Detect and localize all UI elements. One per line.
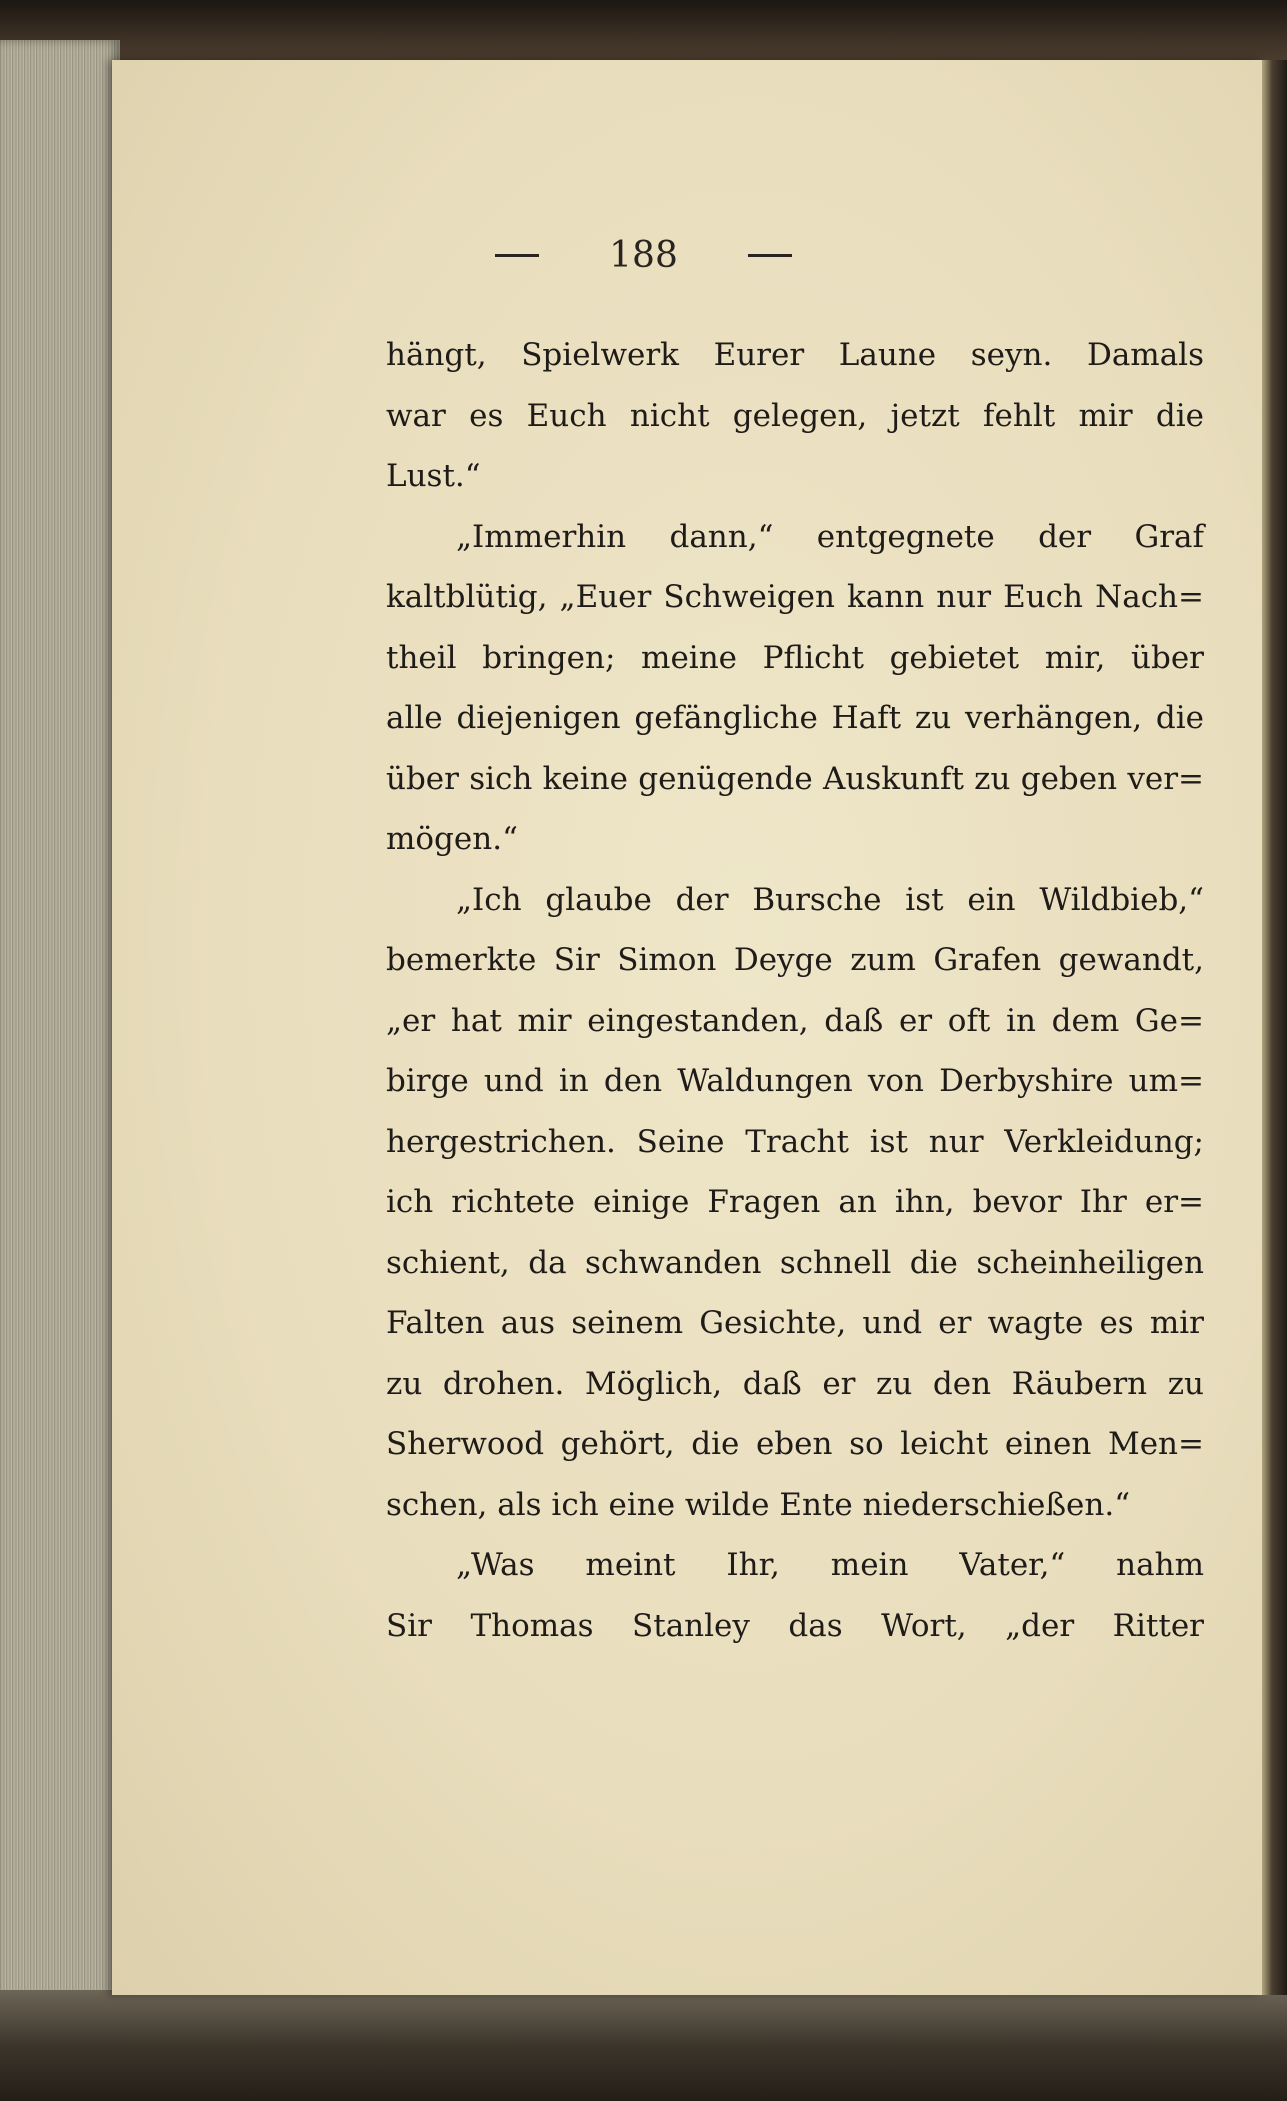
- text-line: zu drohen. Möglich, daß er zu den Räubern zu: [386, 1365, 1204, 1402]
- text-line: bemerkte Sir Simon Deyge zum Grafen gewandt,: [386, 942, 1204, 978]
- text-line: „Ich glaube der Bursche ist ein Wildbieb,“: [456, 881, 1204, 918]
- page-edge-right: [1262, 60, 1287, 1995]
- page-number: 188: [609, 235, 678, 276]
- text-line: schient, da schwanden schnell die scheinheiligen: [386, 1244, 1204, 1281]
- text-line: Falten aus seinem Gesichte, und er wagte es mir: [386, 1305, 1204, 1341]
- body-text: [386, 325, 1204, 1656]
- text-line: hängt, Spielwerk Eurer Laune seyn. Damals: [386, 337, 1204, 373]
- page-edges-bottom: [0, 1990, 1287, 2101]
- page-header: [0, 235, 1287, 276]
- text-line: „Was meint Ihr, mein Vater,“ nahm: [456, 1547, 1204, 1583]
- text-line: alle diejenigen gefängliche Haft zu verhängen, die: [386, 700, 1204, 736]
- header-dash-left: [495, 254, 539, 257]
- text-line: hergestrichen. Seine Tracht ist nur Verkleidung;: [386, 1123, 1204, 1160]
- text-line: „Immerhin dann,“ entgegnete der Graf: [456, 518, 1204, 555]
- header-dash-right: [748, 254, 792, 257]
- text-line: Lust.“: [386, 458, 481, 494]
- text-line: mögen.“: [386, 821, 518, 857]
- text-line: theil bringen; meine Pflicht gebietet mir, über: [386, 639, 1204, 676]
- text-line: birge und in den Waldungen von Derbyshire um=: [386, 1063, 1204, 1099]
- text-line: war es Euch nicht gelegen, jetzt fehlt mir die: [386, 397, 1204, 434]
- text-line: Sir Thomas Stanley das Wort, „der Ritter: [386, 1607, 1204, 1644]
- text-line: kaltblütig, „Euer Schweigen kann nur Euch Nach=: [386, 579, 1204, 615]
- text-line: schen, als ich eine wilde Ente niederschießen.“: [386, 1486, 1131, 1523]
- book-binding-top: [0, 0, 1287, 60]
- text-line: „er hat mir eingestanden, daß er oft in dem Ge=: [386, 1002, 1204, 1039]
- text-line: ich richtete einige Fragen an ihn, bevor Ihr er=: [386, 1184, 1204, 1220]
- page-edges-left: [0, 40, 120, 2101]
- text-line: Sherwood gehört, die eben so leicht einen Men=: [386, 1426, 1204, 1462]
- text-line: über sich keine genügende Auskunft zu geben ver=: [386, 760, 1204, 797]
